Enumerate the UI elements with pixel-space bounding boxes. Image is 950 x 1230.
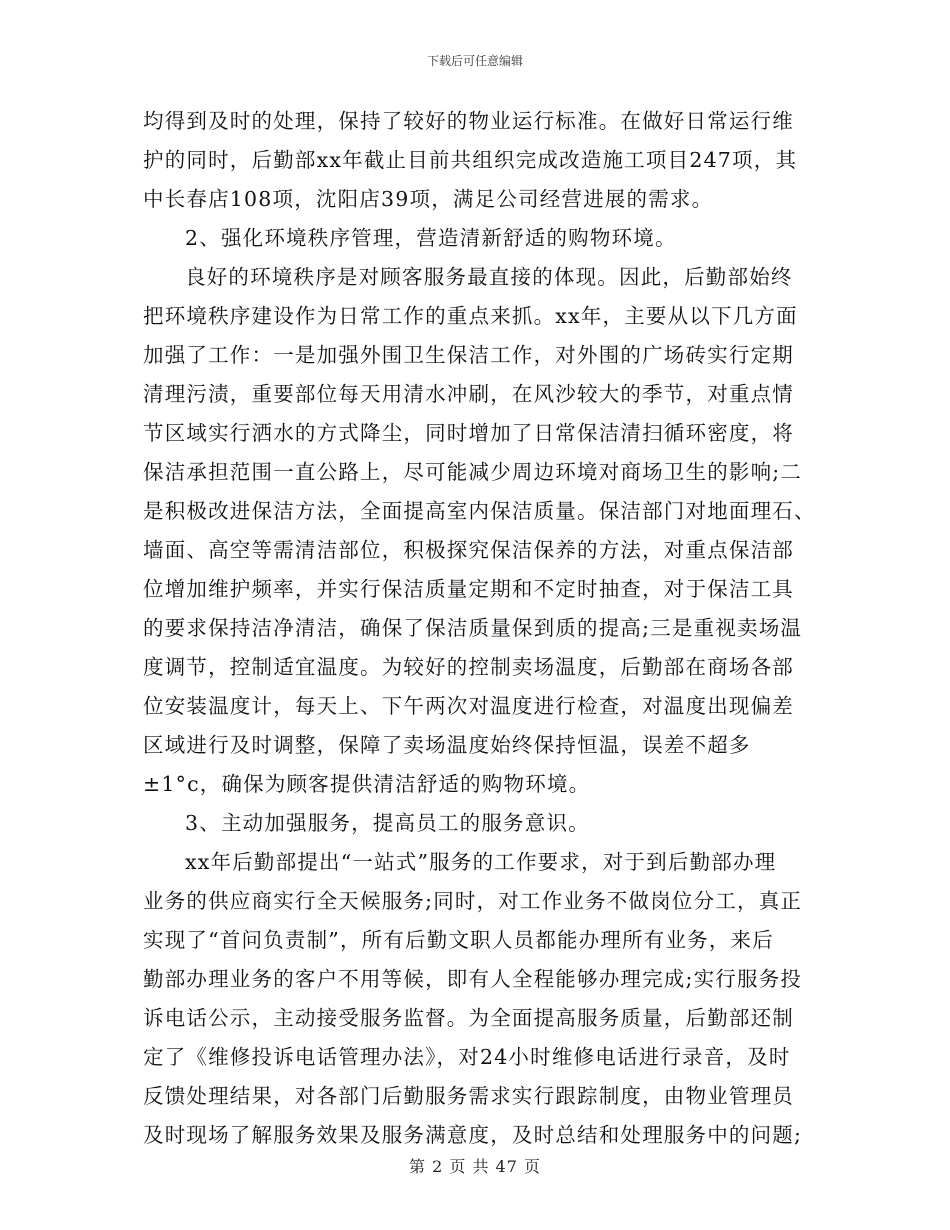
text-line: 度调节，控制适宜温度。为较好的控制卖场温度，后勤部在商场各部: [143, 655, 794, 679]
text-line: 实现了“首问负责制”，所有后勤文职人员都能办理所有业务，来后: [143, 928, 774, 952]
text-line: 中长春店108项，沈阳店39项，满足公司经营进展的需求。: [143, 187, 714, 211]
text-line: 清理污渍，重要部位每天用清水冲刷，在风沙较大的季节，对重点情: [143, 382, 794, 406]
text-line: 诉电话公示，主动接受服务监督。为全面提高服务质量，后勤部还制: [143, 1006, 794, 1030]
text-line: 均得到及时的处理，保持了较好的物业运行标准。在做好日常运行维: [143, 109, 794, 133]
section-heading: 2、强化环境秩序管理，营造清新舒适的购物环境。: [185, 226, 677, 250]
text-line: 把环境秩序建设作为日常工作的重点来抓。xx年，主要从以下几方面: [143, 304, 798, 328]
text-line: 护的同时，后勤部xx年截止目前共组织完成改造施工项目247项，其: [143, 148, 798, 172]
text-line: 是积极改进保洁方法，全面提高室内保洁质量。保洁部门对地面理石、: [143, 499, 816, 523]
text-line: 定了《维修投诉电话管理办法》，对24小时维修电话进行录音，及时: [143, 1045, 791, 1069]
text-line: ±1°c，确保为顾客提供清洁舒适的购物环境。: [143, 772, 591, 796]
text-line: 墙面、高空等需清洁部位，积极探究保洁保养的方法，对重点保洁部: [143, 538, 794, 562]
text-line: 勤部办理业务的客户不用等候，即有人全程能够办理完成;实行服务投: [143, 967, 803, 991]
text-line: 及时现场了解服务效果及服务满意度，及时总结和处理服务中的问题;: [143, 1123, 803, 1147]
text-line: 位增加维护频率，并实行保洁质量定期和不定时抽查，对于保洁工具: [143, 577, 794, 601]
page-header: 下载后可任意编辑: [426, 54, 523, 68]
text-line: 业务的供应商实行全天候服务;同时，对工作业务不做岗位分工，真正: [143, 889, 803, 913]
text-line: 保洁承担范围一直公路上，尽可能减少周边环境对商场卫生的影响;二: [143, 460, 803, 484]
text-line: 良好的环境秩序是对顾客服务最直接的体现。因此，后勤部始终: [185, 265, 793, 289]
text-line: xx年后勤部提出“一站式”服务的工作要求，对于到后勤部办理: [185, 850, 777, 874]
text-line: 的要求保持洁净清洁，确保了保洁质量保到质的提高;三是重视卖场温: [143, 616, 803, 640]
document-body: [143, 102, 816, 1155]
text-line: 反馈处理结果，对各部门后勤服务需求实行跟踪制度，由物业管理员: [143, 1084, 794, 1108]
section-heading: 3、主动加强服务，提高员工的服务意识。: [185, 811, 590, 835]
text-line: 位安装温度计，每天上、下午两次对温度进行检查，对温度出现偏差: [143, 694, 794, 718]
text-line: 区域进行及时调整，保障了卖场温度始终保持恒温，误差不超多: [143, 733, 751, 757]
text-line: 加强了工作：一是加强外围卫生保洁工作，对外围的广场砖实行定期: [143, 343, 794, 367]
text-line: 节区域实行洒水的方式降尘，同时增加了日常保洁清扫循环密度，将: [143, 421, 794, 445]
page-footer: 第 2 页 共 47 页: [409, 1157, 541, 1176]
